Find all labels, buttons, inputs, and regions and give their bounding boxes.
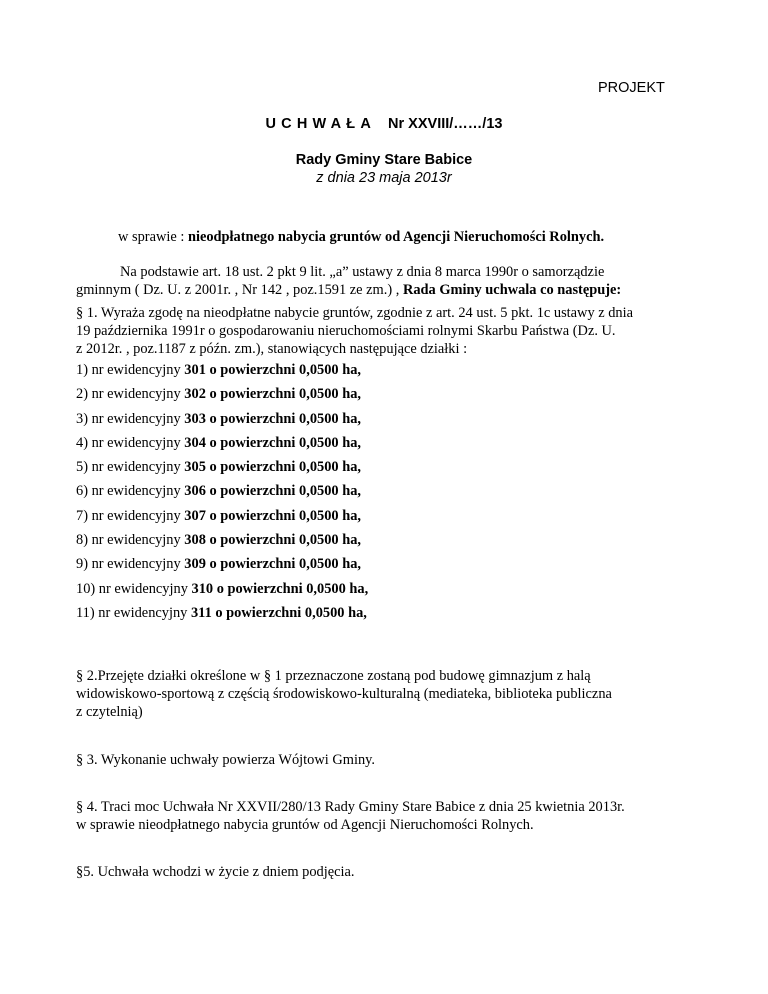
- resolution-number: Nr XXVIII/……/13: [388, 116, 503, 132]
- parcel-prefix: 4) nr ewidencyjny: [76, 434, 185, 451]
- paragraph-1-line-2: 19 października 1991r o gospodarowaniu nieruchomościami rolnymi Skarbu Państwa (Dz. U.: [76, 323, 616, 339]
- paragraph-1-line-1: § 1. Wyraża zgodę na nieodpłatne nabycie gruntów, zgodnie z art. 24 ust. 5 pkt. 1c ustawy z dnia: [76, 305, 633, 321]
- list-item: [76, 434, 368, 458]
- parcel-area: o powierzchni 0,0500 ha,: [205, 556, 361, 573]
- parcel-prefix: 8) nr ewidencyjny: [76, 532, 185, 549]
- parcel-prefix: 5) nr ewidencyjny: [76, 459, 185, 476]
- parcel-prefix: 1) nr ewidencyjny: [76, 362, 185, 378]
- list-item: [76, 604, 368, 628]
- parcel-number: 311: [190, 604, 212, 621]
- paragraph-1-line-3: z 2012r. , poz.1187 z późn. zm.), stanowiących następujące działki :: [76, 341, 468, 357]
- parcel-area: o powierzchni 0,0500 ha,: [205, 532, 361, 549]
- list-item: [76, 482, 368, 506]
- parcel-prefix: 7) nr ewidencyjny: [76, 507, 185, 524]
- parcel-number: 308: [184, 532, 206, 549]
- legal-basis-text-1: Na podstawie art. 18 ust. 2 pkt 9 lit. „a” ustawy z dnia 8 marca 1990r o samorządzie: [120, 264, 605, 280]
- parcel-number: 306: [184, 483, 206, 500]
- resolution-title: [0, 116, 768, 132]
- paragraph-5: §5. Uchwała wchodzi w życie z dniem podjęcia.: [76, 864, 355, 880]
- parcel-number: 307: [184, 507, 206, 524]
- list-item: [76, 507, 368, 531]
- parcel-area: o powierzchni 0,0500 ha,: [205, 386, 361, 403]
- subject-text: nieodpłatnego nabycia gruntów od Agencji Nieruchomości Rolnych.: [187, 229, 605, 245]
- paragraph-2-line-2: widowiskowo-sportową z częścią środowiskowo-kulturalną (mediateka, biblioteka publiczna: [76, 686, 612, 702]
- legal-basis-line-2: [76, 281, 700, 299]
- parcel-prefix: 6) nr ewidencyjny: [76, 483, 185, 500]
- parcel-prefix: 9) nr ewidencyjny: [76, 556, 185, 573]
- parcel-number: 310: [191, 580, 214, 597]
- parcel-area: o powierzchni 0,0500 ha,: [205, 434, 361, 451]
- paragraph-4-line-2: w sprawie nieodpłatnego nabycia gruntów od Agencji Nieruchomości Rolnych.: [76, 817, 534, 833]
- parcel-area: o powierzchni 0,0500 ha,: [213, 580, 369, 597]
- parcel-number: 301: [184, 362, 206, 378]
- paragraph-3: § 3. Wykonanie uchwały powierza Wójtowi Gminy.: [76, 752, 376, 768]
- paragraph-2-line-1: § 2.Przejęte działki określone w § 1 przeznaczone zostaną pod budowę gimnazjum z halą: [76, 668, 591, 684]
- list-item: [76, 361, 368, 385]
- list-item: [76, 458, 368, 482]
- parcel-area: o powierzchni 0,0500 ha,: [205, 362, 361, 378]
- list-item: [76, 580, 368, 604]
- parcel-number: 305: [184, 459, 206, 476]
- list-item: [76, 555, 368, 579]
- parcel-prefix: 3) nr ewidencyjny: [76, 410, 185, 427]
- parcel-area: o powierzchni 0,0500 ha,: [205, 459, 361, 476]
- subject-line: [118, 229, 604, 246]
- parcel-area: o powierzchni 0,0500 ha,: [205, 483, 361, 500]
- paragraph-2-line-3: z czytelnią): [76, 704, 143, 720]
- parcel-number: 304: [184, 434, 206, 451]
- legal-basis-enacting: Rada Gminy uchwala co następuje:: [402, 282, 622, 298]
- parcel-prefix: 10) nr ewidencyjny: [76, 580, 192, 597]
- draft-label: PROJEKT: [598, 80, 665, 96]
- parcel-area: o powierzchni 0,0500 ha,: [205, 507, 361, 524]
- council-name: Rady Gminy Stare Babice: [295, 152, 473, 168]
- list-item: [76, 410, 368, 434]
- paragraph-4-line-1: § 4. Traci moc Uchwała Nr XXVII/280/13 Rady Gminy Stare Babice z dnia 25 kwietnia 2013r.: [76, 799, 625, 815]
- parcel-prefix: 11) nr ewidencyjny: [76, 604, 191, 621]
- parcel-prefix: 2) nr ewidencyjny: [76, 386, 185, 403]
- resolution-word: UCHWAŁA: [265, 116, 377, 132]
- legal-basis-line-1: [76, 263, 700, 281]
- subject-prefix: w sprawie :: [118, 229, 188, 245]
- resolution-date: z dnia 23 maja 2013r: [316, 170, 452, 186]
- parcel-number: 302: [184, 386, 206, 403]
- list-item: [76, 385, 368, 409]
- list-item: [76, 531, 368, 555]
- legal-basis-text-2: gminnym ( Dz. U. z 2001r. , Nr 142 , poz.1591 ze zm.) ,: [76, 282, 403, 298]
- parcel-number: 309: [184, 556, 206, 573]
- parcel-number: 303: [184, 410, 206, 427]
- parcel-area: o powierzchni 0,0500 ha,: [205, 410, 361, 427]
- parcel-list: [76, 361, 368, 628]
- parcel-area: o powierzchni 0,0500 ha,: [211, 604, 367, 621]
